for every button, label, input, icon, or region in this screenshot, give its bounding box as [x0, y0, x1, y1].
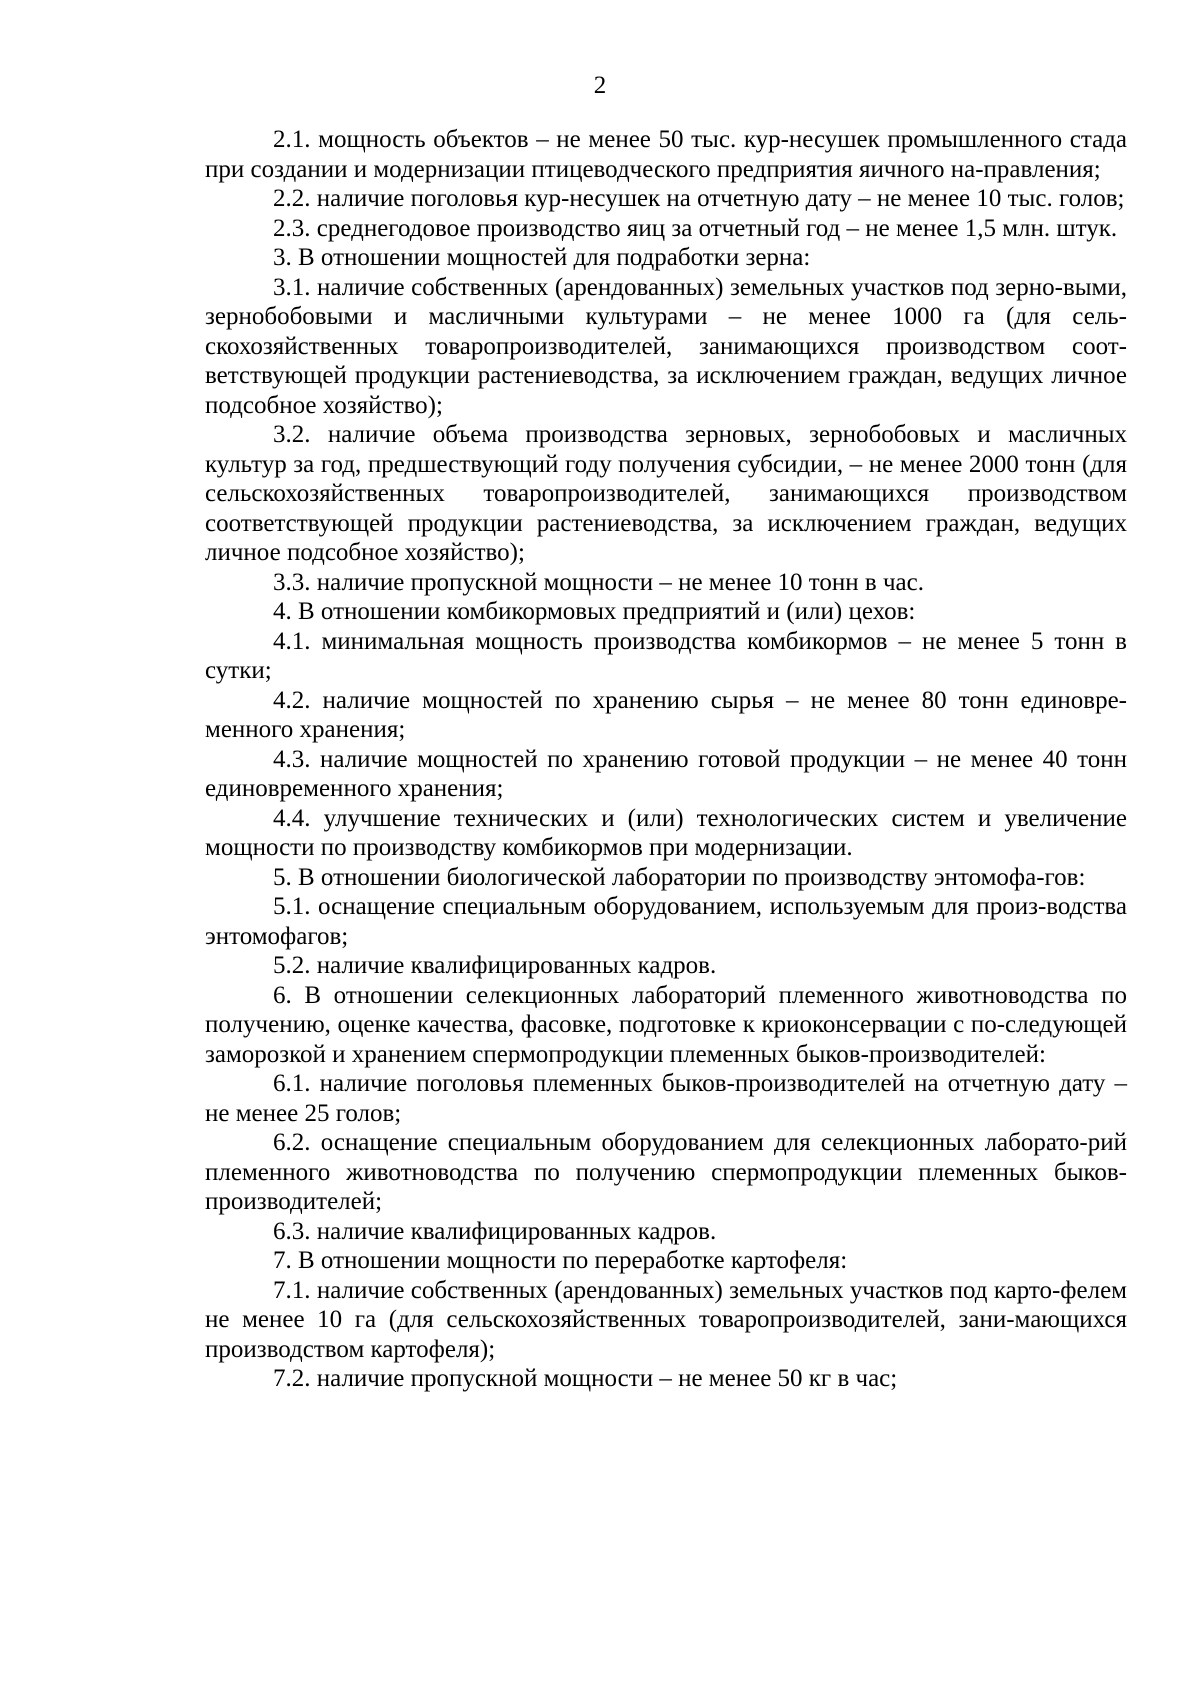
paragraph-6: 6. В отношении селекционных лабораторий племенного животноводства по получению, оценке качества, фасовке, подготовке к криоконсервации с по-следующей заморозкой и хранением спермопродукции племенных быков-производителей: — [205, 981, 1127, 1068]
paragraph-3: 3. В отношении мощностей для подработки зерна: — [273, 244, 811, 271]
paragraph-3-1: 3.1. наличие собственных (арендованных) земельных участков под зерно-выми, зернобобовыми и масличными культурами – не менее 1000 га (для сель-скохозяйственных товаропроизводителей, занимающихся производством соот-ветствующей продукции растениеводства, за исключением граждан, ведущих личное подсобное хозяйство); — [205, 273, 1127, 419]
paragraph-7-1: 7.1. наличие собственных (арендованных) земельных участков под карто-фелем не менее 10 га (для сельскохозяйственных товаропроизводителей, зани-мающихся производством картофеля); — [205, 1276, 1127, 1363]
paragraph-6-2: 6.2. оснащение специальным оборудованием для селекционных лаборато-рий племенного животноводства по получению спермопродукции племенных быков-производителей; — [205, 1129, 1127, 1215]
paragraph-4-4: 4.4. улучшение технических и (или) технологических систем и увеличение мощности по производству комбикормов при модернизации. — [205, 804, 1127, 861]
paragraph-4-2: 4.2. наличие мощностей по хранению сырья – не менее 80 тонн единовре-менного хранения; — [205, 686, 1127, 743]
paragraph-5: 5. В отношении биологической лаборатории по производству энтомофа-гов: — [273, 863, 1086, 891]
paragraph-7: 7. В отношении мощности по переработке картофеля: — [273, 1247, 848, 1274]
paragraph-4: 4. В отношении комбикормовых предприятий и (или) цехов: — [273, 598, 916, 625]
paragraph-2-2: 2.2. наличие поголовья кур-несушек на отчетную дату – не менее 10 тыс. голов; — [273, 185, 1125, 212]
paragraph-3-3: 3.3. наличие пропускной мощности – не менее 10 тонн в час. — [273, 568, 924, 596]
document-body — [205, 125, 1127, 1394]
paragraph-4-1: 4.1. минимальная мощность производства комбикормов – не менее 5 тонн в сутки; — [205, 627, 1127, 684]
paragraph-2-1: 2.1. мощность объектов – не менее 50 тыс. кур-несушек промышленного стада при создании и модернизации птицеводческого предприятия яичного на-правления; — [205, 126, 1127, 183]
paragraph-6-1: 6.1. наличие поголовья племенных быков-производителей на отчетную дату – не менее 25 голов; — [205, 1070, 1127, 1127]
paragraph-5-2: 5.2. наличие квалифицированных кадров. — [273, 952, 717, 979]
page-number: 2 — [593, 72, 607, 99]
paragraph-3-2: 3.2. наличие объема производства зерновых, зернобобовых и масличных культур за год, предшествующий году получения субсидии, – не менее 2000 тонн (для сельскохозяйственных товаропроизводителей, занимающихся производством соответствующей продукции растениеводства, за исключением граждан, ведущих личное подсобное хозяйство); — [205, 421, 1127, 566]
paragraph-7-2: 7.2. наличие пропускной мощности – не менее 50 кг в час; — [273, 1365, 898, 1392]
paragraph-4-3: 4.3. наличие мощностей по хранению готовой продукции – не менее 40 тонн единовременного хранения; — [205, 745, 1127, 802]
paragraph-2-3: 2.3. среднегодовое производство яиц за отчетный год – не менее 1,5 млн. штук. — [273, 214, 1118, 242]
paragraph-6-3: 6.3. наличие квалифицированных кадров. — [273, 1217, 717, 1245]
paragraph-5-1: 5.1. оснащение специальным оборудованием, используемым для произ-водства энтомофагов; — [205, 893, 1127, 950]
